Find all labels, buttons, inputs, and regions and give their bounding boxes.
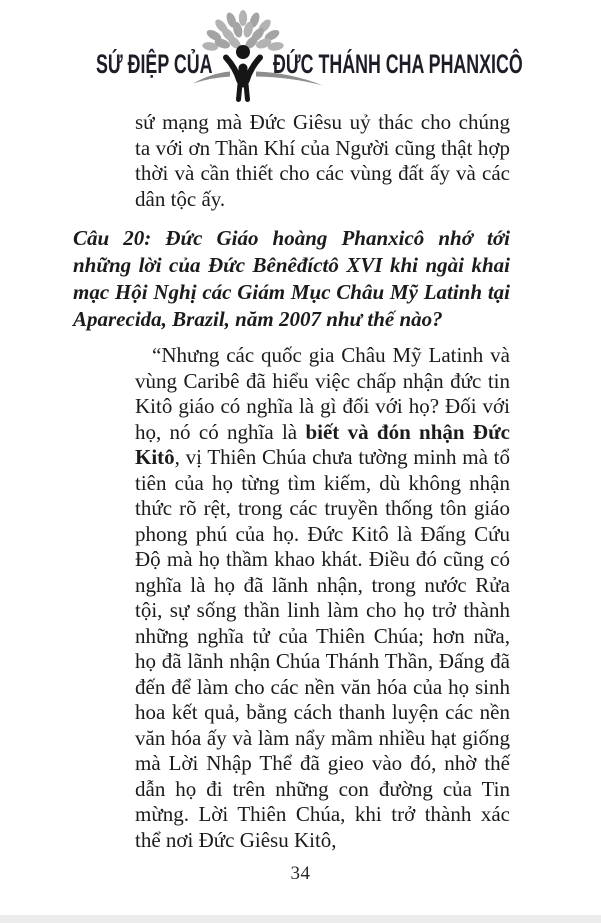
answer-text-end: , vị Thiên Chúa chưa tường minh mà tổ tiên của họ từng tìm kiếm, dù không nhận thức rõ rệt, trong các truyền thống tôn giáo phong phú của họ. Đức Kitô là Đấng Cứu Độ mà họ thầm khao khát. Điều đó cũng có nghĩa là họ đã lãnh nhận, trong nước Rửa tội, sự sống thần linh làm cho họ trở thành những nghĩa tử của Thiên Chúa; hơn nữa, họ đã lãnh nhận Chúa Thánh Thần, Đấng đã đến để làm cho các nền văn hóa của họ sinh hoa kết quả, bằng cách thanh luyện các nền văn hóa ấy và làm nẩy mầm nhiều hạt giống mà Lời Nhập Thể đã gieo vào đó, nhờ thế dẫn họ đi trên những con đường của Tin mừng. Lời Thiên Chúa, khi trở thành xác thể nơi Đức Giêsu Kitô,	[135, 445, 510, 852]
continuation-paragraph: sứ mạng mà Đức Giêsu uỷ thác cho chúng ta với ơn Thần Khí của Người cũng thật hợp thời và cần thiết cho các vùng đất ấy và các dân tộc ấy.	[135, 110, 510, 211]
header-title-left: SỨ ĐIỆP CỦA	[95, 49, 212, 79]
text-column	[73, 110, 510, 853]
answer-text-start: “Nhưng các quốc gia Châu Mỹ Latinh và vùng Caribê đã hiểu việc chấp nhận đức tin Kitô giáo có nghĩa là gì đối với họ? Đối với họ, nó có nghĩa là	[135, 343, 510, 444]
question-paragraph: Câu 20: Đức Giáo hoàng Phanxicô nhớ tới những lời của Đức Bênêđíctô XVI khi ngài khai mạc Hội Nghị các Giám Mục Châu Mỹ Latinh tại Aparecida, Brazil, năm 2007 như thế nào?	[73, 226, 510, 331]
page-number: 34	[290, 863, 311, 884]
bottom-strip	[0, 915, 601, 923]
answer-paragraph	[135, 343, 510, 853]
page-header	[0, 0, 601, 108]
header-title-right: ĐỨC THÁNH CHA PHANXICÔ	[273, 49, 523, 79]
answer-text-bold: biết và đón nhận Đức Kitô	[135, 419, 510, 469]
